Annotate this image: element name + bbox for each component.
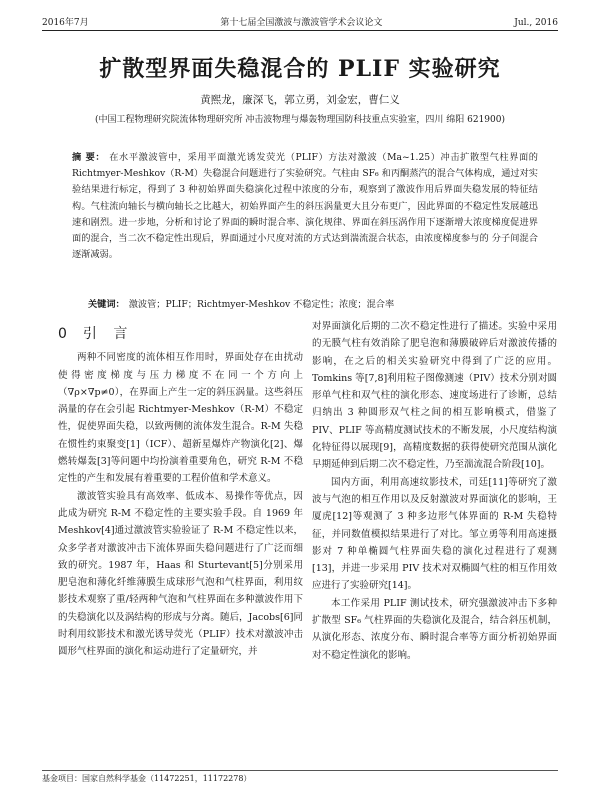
abstract-text: 在水平激波管中，采用平面激光诱发荧光（PLIF）方法对激波（Ma~1.25）冲击扩散型气柱界面的 Richtmyer-Meshkov（R-M）失稳混合问题进行了实验研究。气柱由 SF₆ 和丙酮蒸汽的混合气体构成，通过对实验结果进行标定，得到了 3 种初始界面失稳演化过程中浓度的分布，观察到了激波作用后界面失稳发展的特征结构。气柱流向轴长与横向轴长之比越大，初始界面产生的斜压涡量更大且分布更广，因此界面的不稳定性发展越迅速和剧烈。进一步地，分析和讨论了界面的瞬时混合率、演化规律、界面在斜压涡作用下逐渐增大浓度梯度促进界面的混合，当二次不稳定性出现后，界面通过小尺度对流的方式达到湍流混合状态，由浓度梯度参与的 分子间混合逐渐减弱。: [72, 152, 538, 261]
abstract: [72, 150, 538, 263]
keywords: [88, 296, 538, 310]
paragraph-continued: 对界面演化后期的二次不稳定性进行了描述。实验中采用的无膜气柱有效消除了肥皂泡和薄膜破碎后对激波传播的影响，在之后的相关实验研究中得到了广泛的应用。Tomkins 等[7,8]利用粒子图像测速（PIV）技术分别对圆形单气柱和双气柱的演化形态、速度场进行了诊断，总结归纳出 3 种圆形双气柱之间的相互影响模式，借鉴了 PIV、PLIF 等高精度测试技术的不断发展，小尺度结构演化特征得以展现[9]，高精度数据的获得使研究范围从演化早期延伸到后期二次不稳定性，乃至湍流混合阶段[10]。: [312, 321, 557, 471]
paragraph: 两种不同密度的流体相互作用时，界面处存在由扰动使得密度梯度与压力梯度不在同一个方向上（∇ρ×∇p≠0），在界面上产生一定的斜压涡量。这些斜压涡量的存在会引起 Richtmyer-Meshkov（R-M）不稳定性，促使界面失稳，以致两侧的流体发生混合。R-M 失稳在惯性约束聚变[1]（ICF）、超新星爆炸产物演化[2]、爆燃转爆轰[3]等问题中均扮演着重要角色，研究 R-M 不稳定性的产生和发展有着重要的工程价值和学术意义。: [58, 352, 303, 485]
keywords-label: 关键词：: [88, 299, 125, 310]
affiliation: (中国工程物理研究院流体物理研究所 冲击波物理与爆轰物理国防科技重点实验室，四川 绵阳 621900): [95, 115, 505, 125]
section-number: 0: [58, 326, 73, 342]
header-date-en: Jul., 2016: [514, 18, 558, 28]
paper-title: 扩散型界面失稳混合的 PLIF 实验研究: [99, 56, 501, 82]
right-column: [312, 318, 557, 664]
keywords-text: 激波管；PLIF；Richtmyer-Meshkov 不稳定性；浓度；混合率: [128, 299, 395, 310]
footnote: 基金项目：国家自然科学基金（11472251，11172278）: [42, 770, 558, 784]
header-date: 2016年7月: [42, 18, 89, 28]
paragraph: 激波管实验具有高效率、低成本、易操作等优点，因此成为研究 R-M 不稳定性的主要实验手段。自 1969 年 Meshkov[4]通过激波管实验验证了 R-M 不稳定性以来，众多学者对激波冲击下流体界面失稳问题进行了广泛而细致的研究。1987 年，Haas 和 Sturtevant[5]分别采用肥皂泡和薄化纤维薄膜生成球形气泡和气柱界面，利用纹影技术观察了重/轻两种气泡和气柱界面在多种激波作用下的失稳演化以及涡结构的形成与分离。随后，Jacobs[6]同时利用纹影技术和激光诱导荧光（PLIF）技术对激波冲击圆形气柱界面的演化和运动进行了定量研究，并: [58, 490, 303, 658]
section-heading: [58, 326, 303, 343]
section-title: 引 言: [82, 326, 134, 342]
paragraph: 国内方面，利用高速纹影技术，司廷[11]等研究了激波与气泡的相互作用以及反射激波对界面演化的影响，王厦虎[12]等观测了 3 种多边形气体界面的 R-M 失稳特征，并同数值模拟结果进行了对比。邹立勇等利用高速摄影对 7 种单椭圆气柱界面失稳的演化过程进行了观测[13]，并进一步采用 PIV 技术对双椭圆气柱的相互作用效应进行了实验研究[14]。: [312, 476, 557, 592]
author-list: 黄熙龙，廉深飞，郭立勇，刘金宏，曹仁义: [200, 94, 400, 106]
left-column: [58, 314, 303, 661]
header-conference: 第十七届全国激波与激波管学术会议论文: [220, 18, 383, 28]
running-header: [42, 12, 558, 31]
abstract-label: 摘 要：: [72, 152, 106, 163]
paragraph: 本工作采用 PLIF 测试技术，研究强激波冲击下多种扩散型 SF₆ 气柱界面的失稳演化及混合，结合斜压机制，从演化形态、浓度分布、瞬时混合率等方面分析初始界面对不稳定性演化的影响。: [312, 597, 557, 661]
